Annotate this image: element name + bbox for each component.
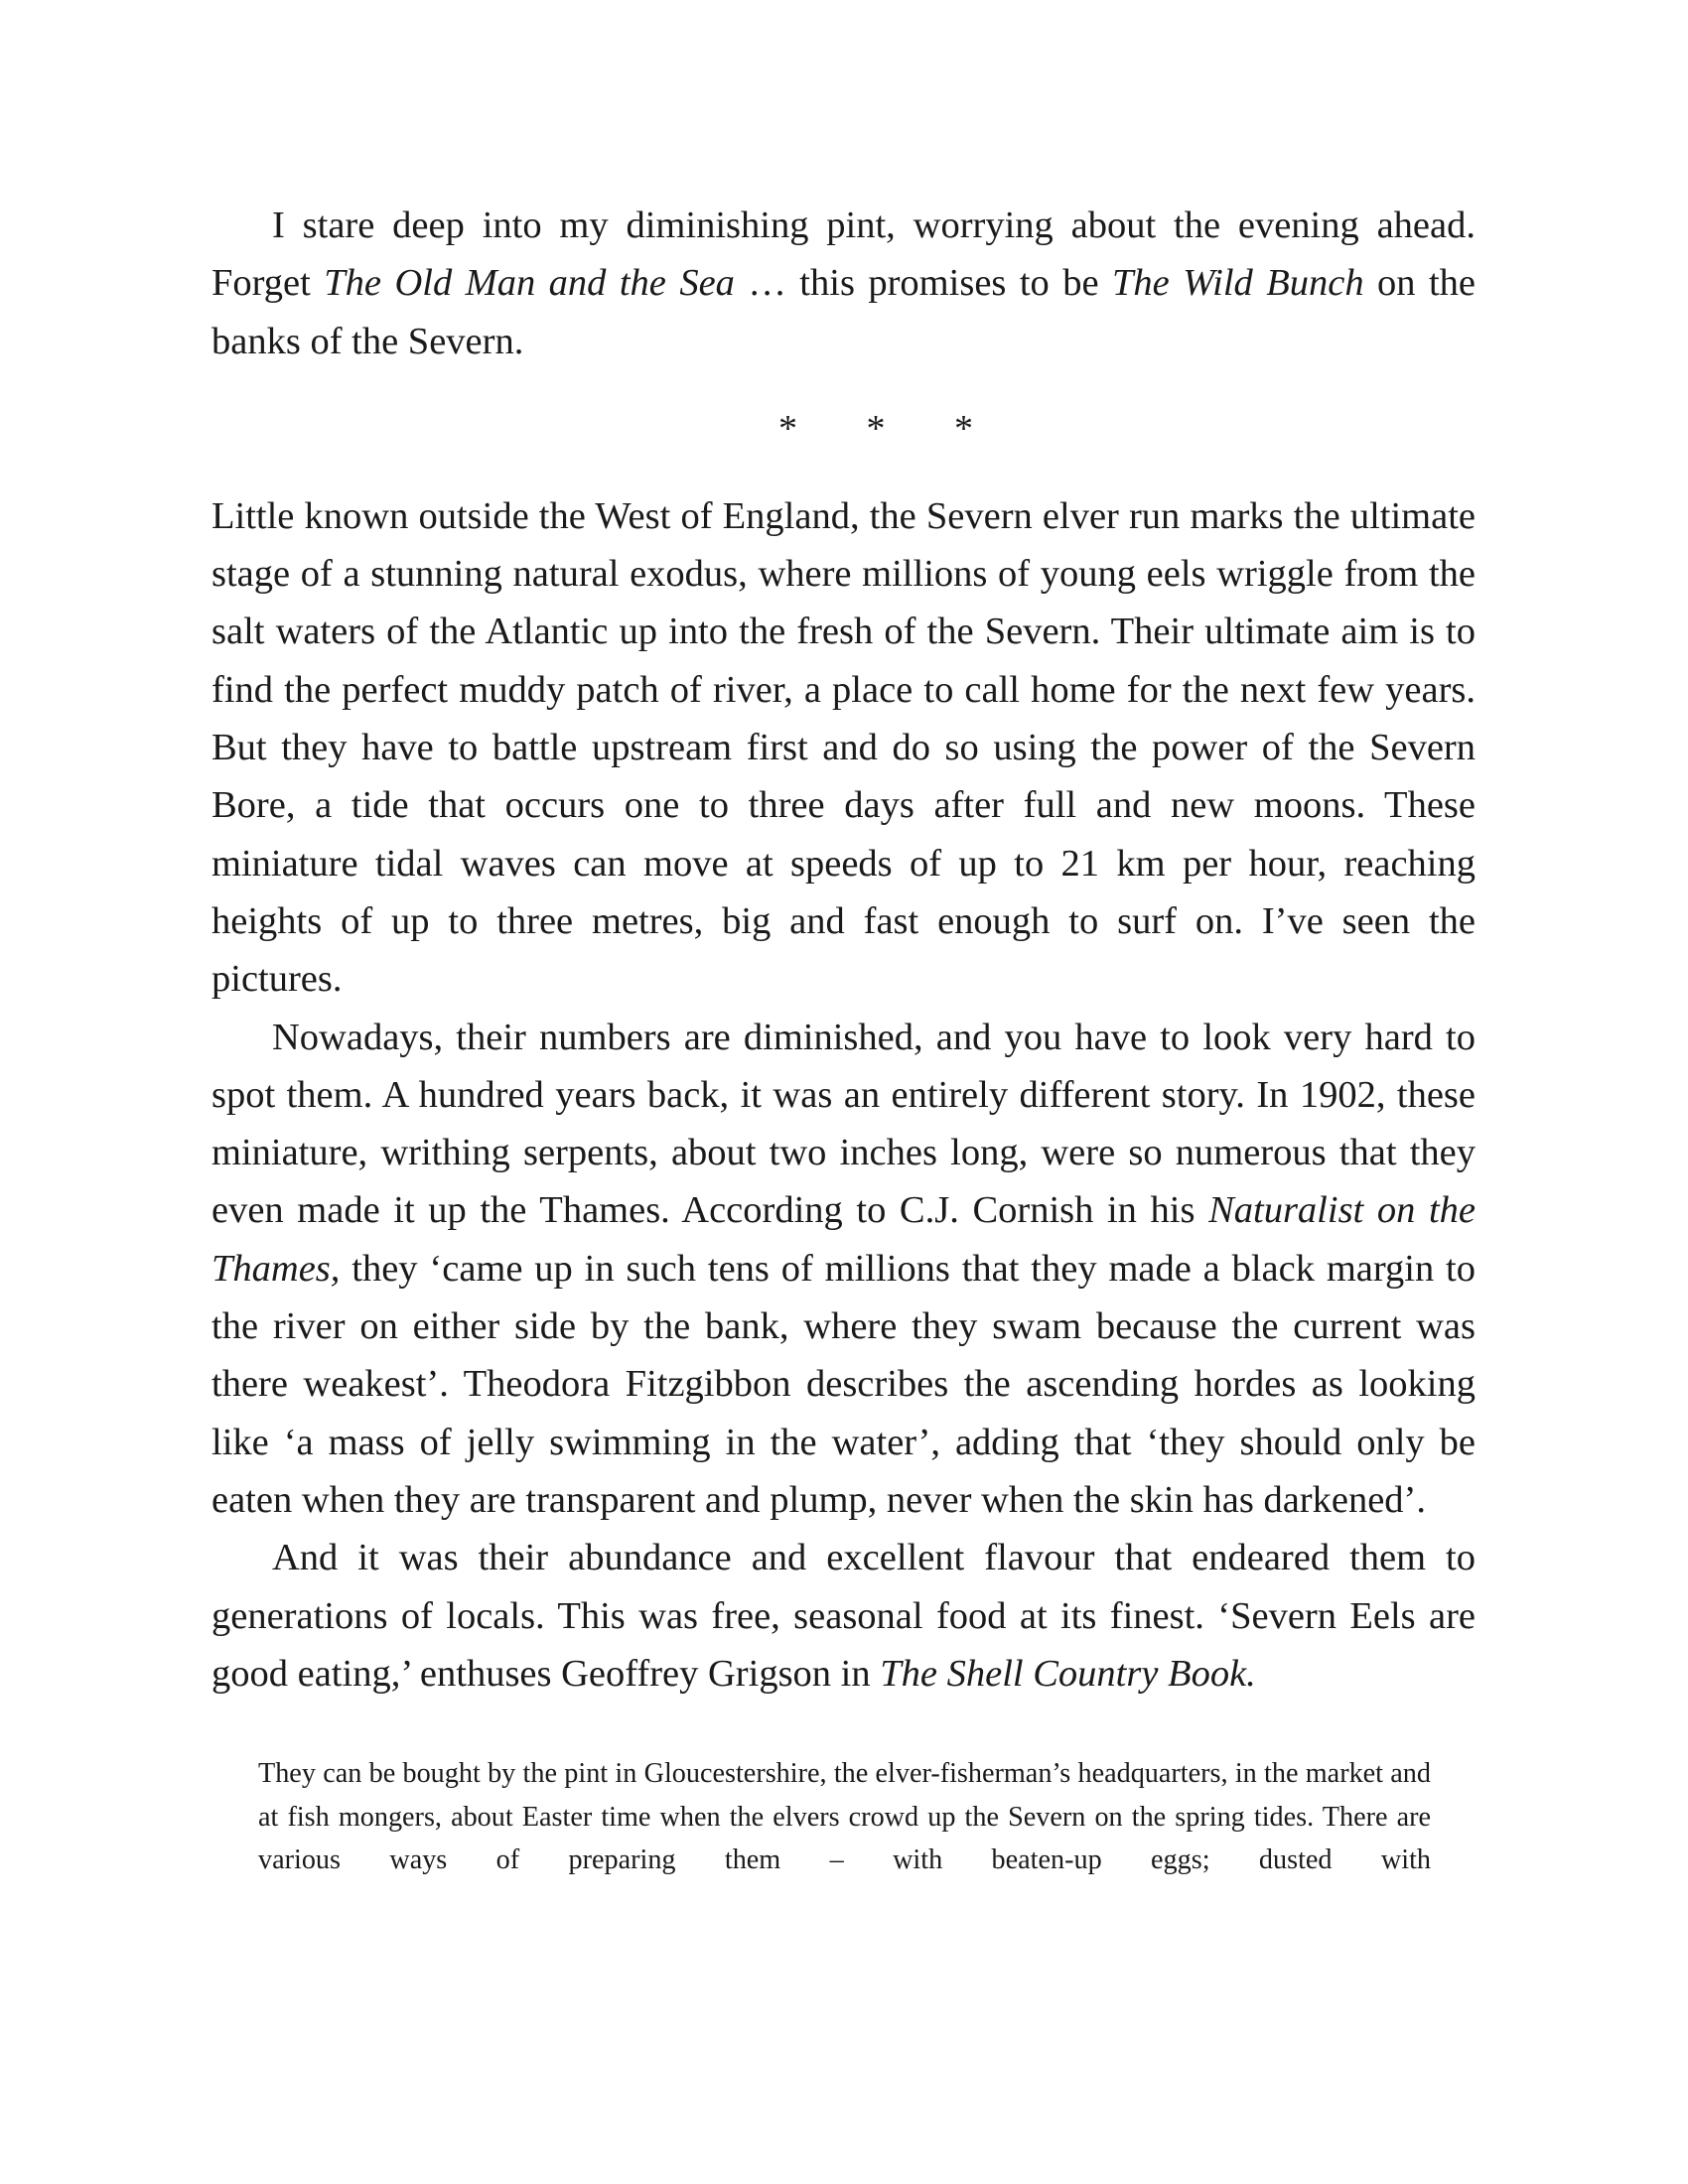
paragraph-3: [211, 1009, 1476, 1530]
book-title-naturalist-on-the-thames: Naturalist on the Thames,: [211, 1189, 1476, 1290]
paragraph-4-text-a: And it was their abundance and excellent flavour that endeared them to generations of locals. This was free, seasonal food at its finest. ‘Severn Eels are good eating,’ enthuses Geoffrey Grigson in: [211, 1537, 1476, 1695]
paragraph-1: [211, 197, 1476, 370]
section-separator: * * *: [778, 407, 1003, 450]
paragraph-1-text-c: on the banks of the Severn.: [211, 262, 1476, 362]
film-title-the-wild-bunch: The Wild Bunch: [1112, 262, 1364, 305]
paragraph-3-text-b: they ‘came up in such tens of millions that they made a black margin to the river on either side by the bank, where they swam because the current was there weakest’. Theodora Fitzgibbon describes the ascending hordes as looking like ‘a mass of jelly swimming in the water’, adding that ‘they should only be eaten when they are transparent and plump, never when the skin has darkened’.: [211, 1247, 1476, 1521]
paragraph-1-text-b: … this promises to be: [734, 262, 1112, 305]
book-title-old-man-and-the-sea: The Old Man and the Sea: [324, 262, 735, 305]
paragraph-3-text-a: Nowadays, their numbers are diminished, and you have to look very hard to spot them. A hundred years back, it was an entirely different story. In 1902, these miniature, writhing serpents, about two inches long, were so numerous that they even made it up the Thames. According to C.J. Cornish in his: [211, 1016, 1476, 1232]
paragraph-1-text-a: I stare deep into my diminishing pint, worrying about the evening ahead. Forget: [211, 205, 1476, 305]
paragraph-2: Little known outside the West of England, the Severn elver run marks the ultimate stage of a stunning natural exodus, where millions of young eels wriggle from the salt waters of the Atlantic up into the fresh of the Severn. Their ultimate aim is to find the perfect muddy patch of river, a place to call home for the next few years. But they have to battle upstream first and do so using the power of the Severn Bore, a tide that occurs one to three days after full and new moons. These miniature tidal waves can move at speeds of up to 21 km per hour, reaching heights of up to three metres, big and fast enough to surf on. I’ve seen the pictures.: [211, 494, 1476, 1001]
book-title-shell-country-book: The Shell Country Book.: [880, 1652, 1256, 1695]
paragraph-4: [211, 1529, 1476, 1703]
block-quote: They can be bought by the pint in Gloucestershire, the elver-fisherman’s headquarters, in the market and at fish mongers, about Easter time when the elvers crowd up the Severn on the spring tides. There are various ways of preparing them – with beaten-up eggs; dusted with: [258, 1758, 1431, 1876]
page-body: [211, 197, 1476, 1882]
